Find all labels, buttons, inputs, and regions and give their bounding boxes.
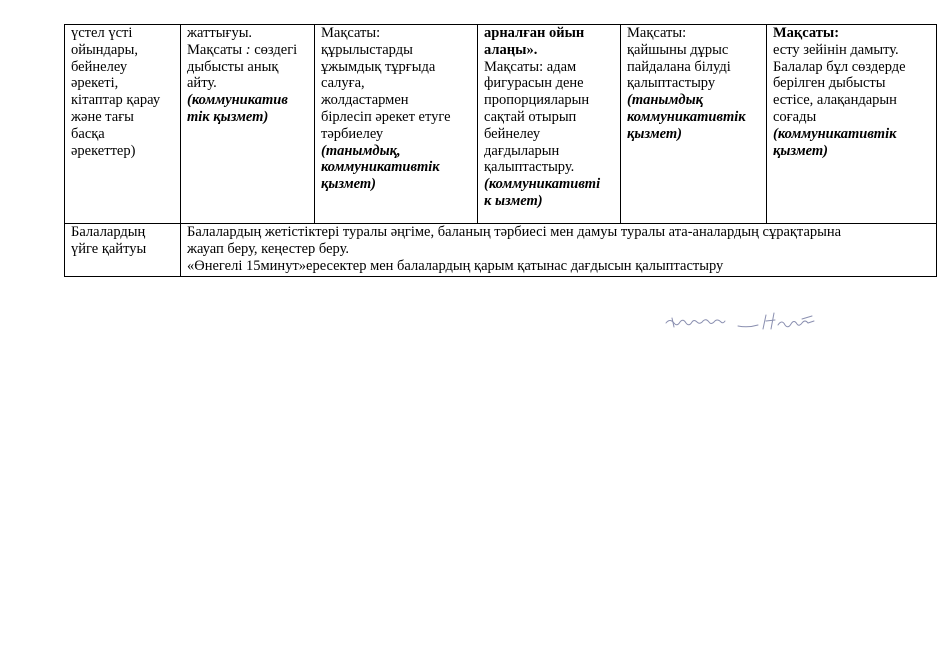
cell-line: фигурасын дене bbox=[484, 75, 584, 92]
activity-type-tag: (танымдық, bbox=[321, 142, 401, 159]
cell-line: кітаптар қарау bbox=[71, 92, 161, 109]
activity-type-tag: (танымдық bbox=[627, 92, 704, 109]
activity-type-tag: тік қызмет) bbox=[187, 108, 269, 125]
goal-label: Мақсаты bbox=[187, 41, 246, 58]
cell-line: басқа bbox=[71, 125, 105, 142]
cell-line: Мақсаты: bbox=[321, 25, 381, 41]
cell-line: үстел үсті bbox=[71, 25, 133, 41]
goal-colon: : bbox=[245, 41, 251, 58]
cell-line: қалыптастыру. bbox=[484, 159, 575, 176]
cell-line: жауап беру, кеңестер беру. bbox=[187, 240, 349, 257]
cell-line: қайшыны дұрыс bbox=[627, 41, 729, 58]
cell-line: тәрбиелеу bbox=[321, 125, 384, 142]
activity-type-tag: қызмет) bbox=[321, 176, 376, 193]
activity-type-tag: (коммуникативтік bbox=[773, 125, 897, 142]
cell-line: естісе, алақандарын bbox=[773, 92, 897, 109]
cell-line: ойындары, bbox=[71, 41, 138, 58]
cell-line: әрекеті, bbox=[71, 75, 119, 92]
activity-type-tag: коммуникативтік bbox=[321, 159, 440, 176]
cell-line: дағдыларын bbox=[484, 142, 560, 159]
cell-line: Мақсаты: адам bbox=[484, 58, 577, 75]
cell-line: және тағы bbox=[71, 108, 134, 125]
cell-going-home-text bbox=[181, 224, 937, 277]
cell-line: дыбысты анық bbox=[187, 58, 279, 75]
cell-line: «Өнегелі 15минут»ересектер мен балалардың қарым қатынас дағдысын қалыптастыру bbox=[187, 257, 724, 274]
cell-line: бейнелеу bbox=[484, 125, 541, 142]
cell-line: үйге қайтуы bbox=[71, 240, 147, 257]
cell-line: сақтай отырып bbox=[484, 108, 577, 125]
activity-type-tag: қызмет) bbox=[627, 125, 682, 142]
cell-line: Балалардың жетістіктері туралы әңгіме, баланың тәрбиесі мен дамуы туралы ата-аналардың сұрақтарына bbox=[187, 224, 842, 240]
cell-line: жаттығуы. bbox=[187, 25, 253, 41]
cell-line: құрылыстарды bbox=[321, 41, 413, 58]
cell-line: Балалар бұл сөздерде bbox=[773, 58, 906, 75]
cell-line: жолдастармен bbox=[321, 92, 409, 109]
handwritten-signature bbox=[662, 307, 822, 337]
cell-line bbox=[187, 42, 308, 59]
cell-line: берілген дыбысты bbox=[773, 75, 886, 92]
cell-line: әрекеттер) bbox=[71, 142, 136, 159]
table-row bbox=[65, 224, 937, 277]
cell-line: бейнелеу bbox=[71, 58, 128, 75]
cell-activities bbox=[65, 25, 181, 224]
cell-going-home-label bbox=[65, 224, 181, 277]
cell-listening bbox=[767, 25, 937, 224]
table-row bbox=[65, 25, 937, 224]
cell-line: бірлесіп әрекет етуге bbox=[321, 108, 451, 125]
cell-drawing bbox=[478, 25, 621, 224]
cell-line: қалыптастыру bbox=[627, 75, 716, 92]
cell-heading: Мақсаты: bbox=[773, 25, 840, 41]
cell-line: пайдалана білуді bbox=[627, 58, 731, 75]
activity-type-tag: (коммуникативті bbox=[484, 176, 601, 193]
cell-line: салуға, bbox=[321, 75, 365, 92]
cell-exercise bbox=[181, 25, 315, 224]
cell-line: Мақсаты: bbox=[627, 25, 687, 41]
cell-line: есту зейінін дамыту. bbox=[773, 41, 899, 58]
activity-type-tag: коммуникативтік bbox=[627, 108, 746, 125]
cell-line: айту. bbox=[187, 75, 217, 92]
cell-line: пропорцияларын bbox=[484, 92, 590, 109]
activity-type-tag: (коммуникатив bbox=[187, 92, 288, 109]
plan-table bbox=[64, 24, 937, 277]
cell-scissors bbox=[621, 25, 767, 224]
cell-construction bbox=[315, 25, 478, 224]
cell-line: соғады bbox=[773, 108, 817, 125]
cell-heading: алаңы». bbox=[484, 41, 538, 58]
cell-line: Балалардың bbox=[71, 224, 146, 240]
activity-type-tag: қызмет) bbox=[773, 142, 828, 159]
cell-line: ұжымдық тұрғыда bbox=[321, 58, 436, 75]
goal-text: сөздегі bbox=[250, 41, 298, 58]
cell-heading: арналған ойын bbox=[484, 25, 585, 41]
activity-type-tag: к ызмет) bbox=[484, 192, 543, 209]
